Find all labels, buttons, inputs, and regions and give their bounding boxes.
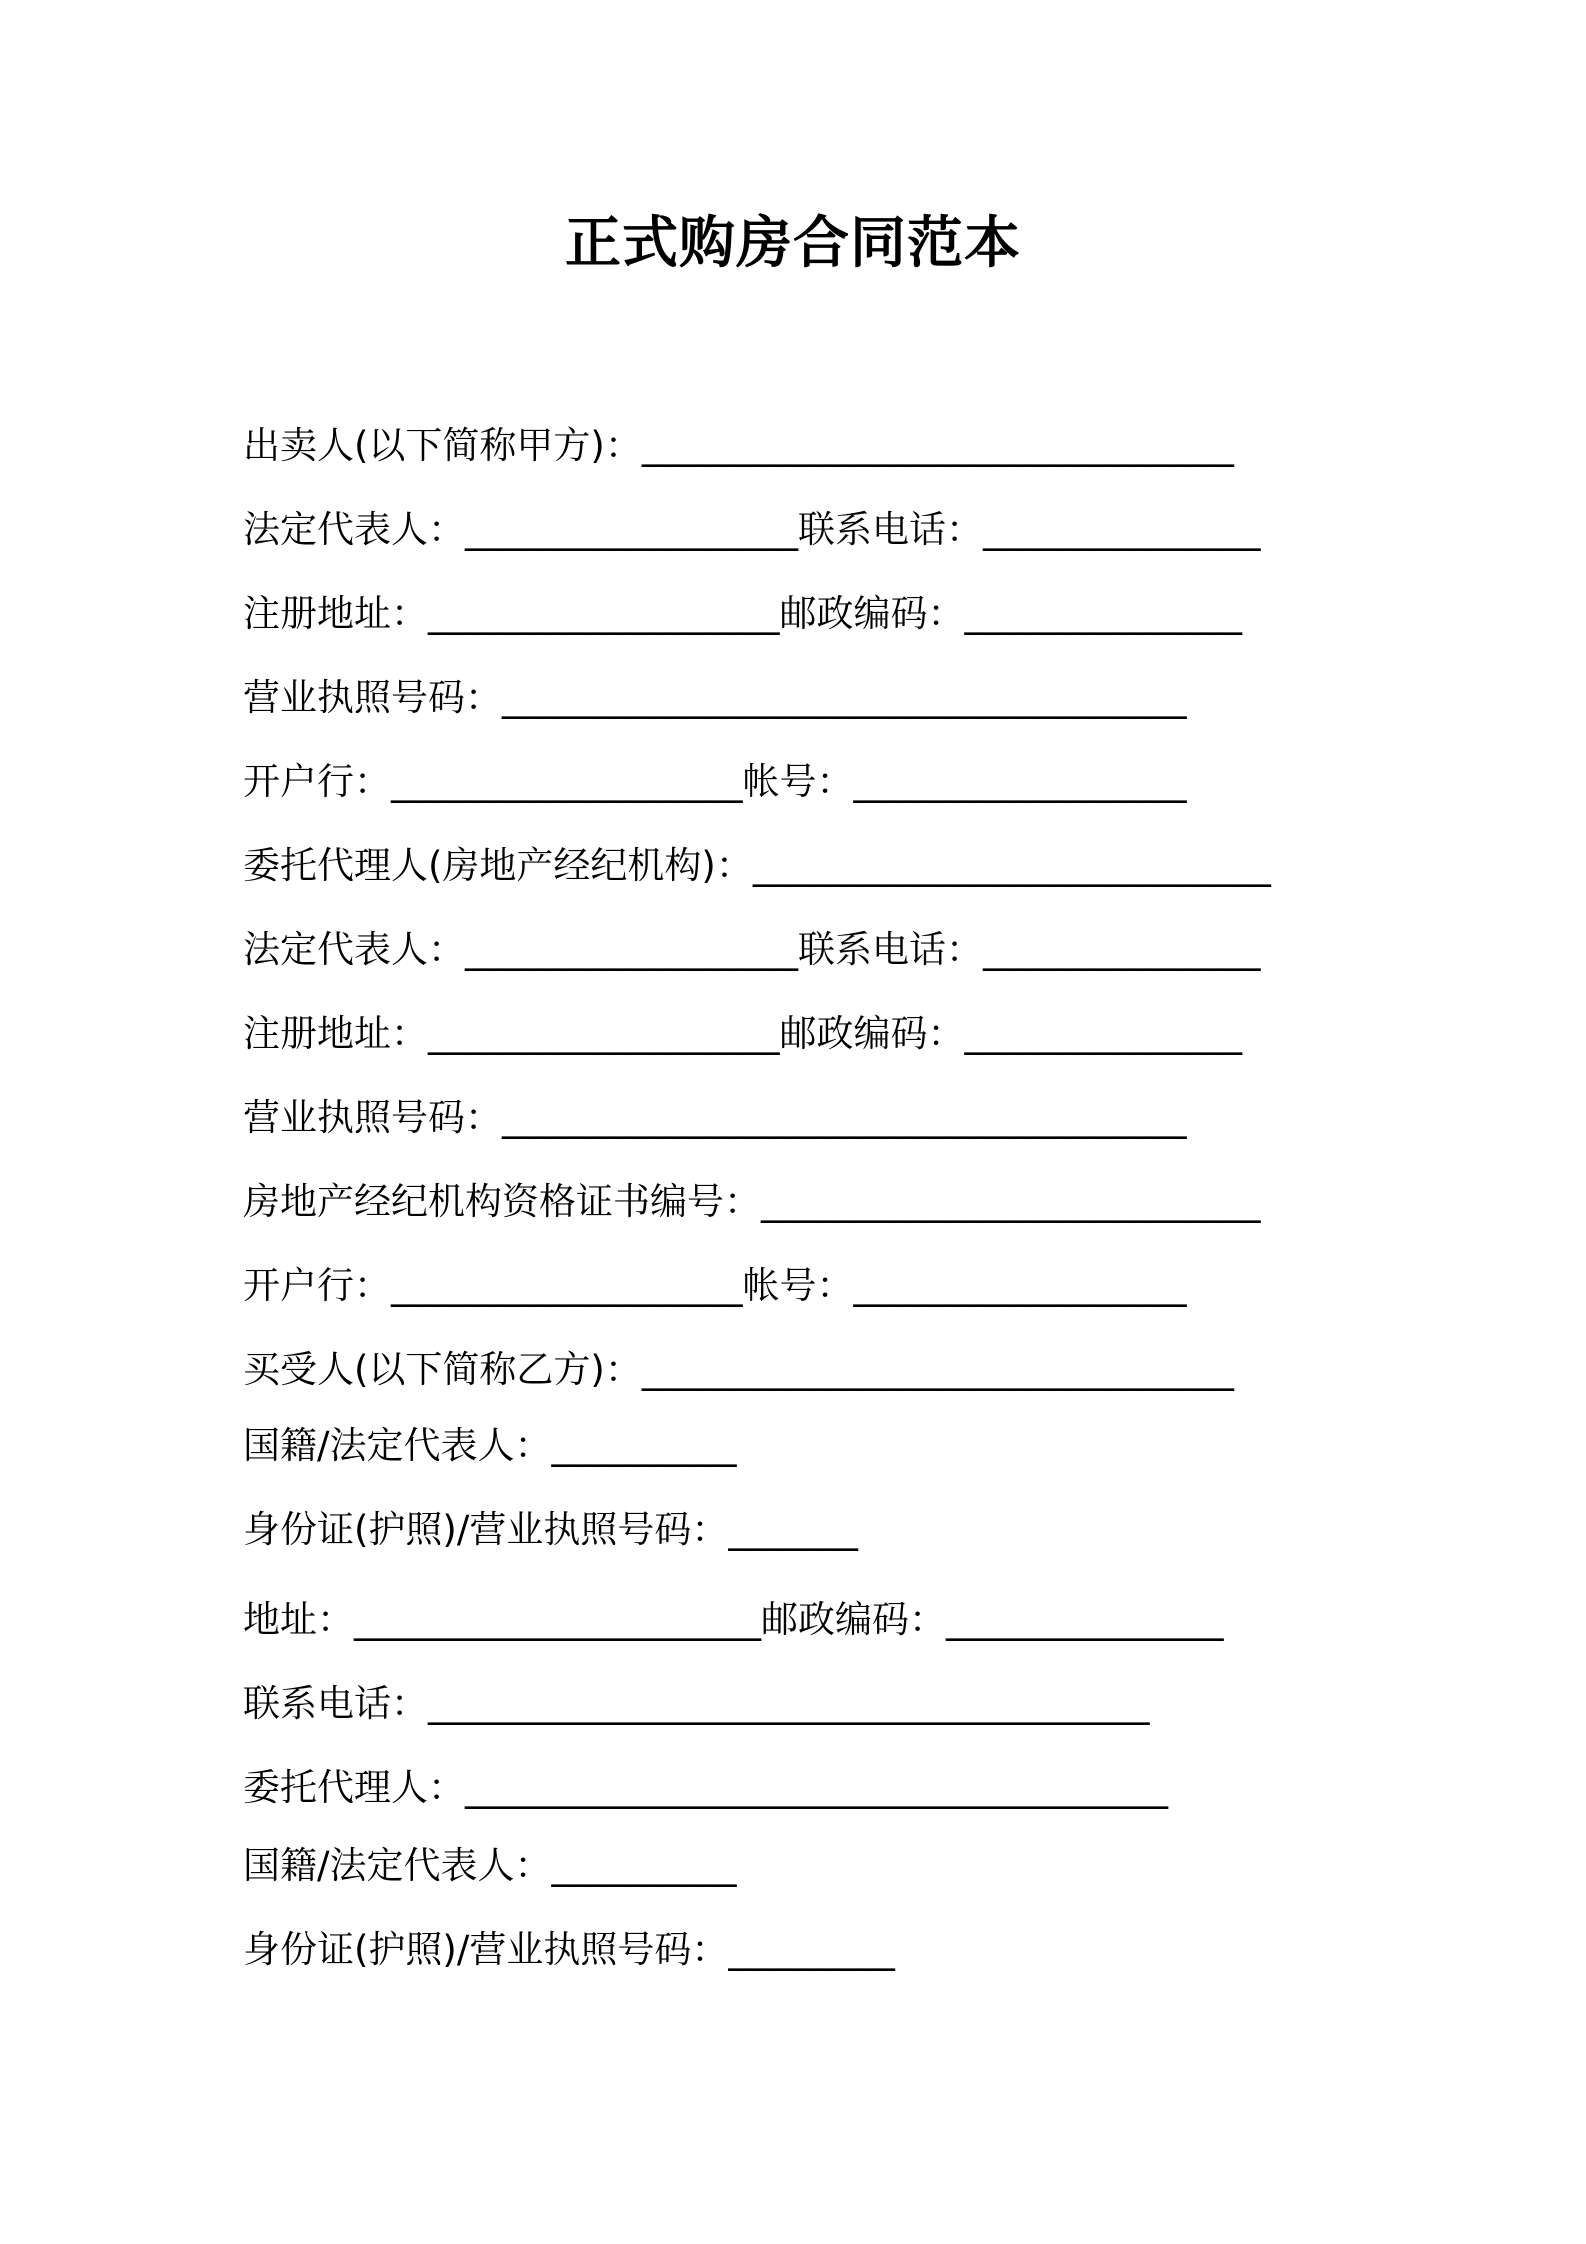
seller-address-line: 注册地址：___________________邮政编码：_______________ [243, 592, 1242, 635]
buyer-agent-nationality-line: 国籍/法定代表人：__________ [243, 1844, 737, 1887]
buyer-agent-line: 委托代理人：______________________________________ [243, 1766, 1168, 1809]
buyer-line: 买受人(以下简称乙方)：________________________________ [243, 1348, 1234, 1391]
seller-legal-rep-line: 法定代表人：__________________联系电话：_______________ [243, 508, 1261, 551]
agent-certificate-line: 房地产经纪机构资格证书编号：___________________________ [243, 1180, 1261, 1223]
agent-legal-rep-line: 法定代表人：__________________联系电话：_______________ [243, 928, 1261, 971]
buyer-address-line: 地址：______________________邮政编码：_______________ [243, 1598, 1224, 1641]
seller-license-line: 营业执照号码：_____________________________________ [243, 676, 1187, 719]
seller-line: 出卖人(以下简称甲方)：________________________________ [243, 424, 1234, 467]
buyer-phone-line: 联系电话：_______________________________________ [243, 1682, 1150, 1725]
document-title: 正式购房合同范本 [565, 211, 1021, 276]
buyer-id-line: 身份证(护照)/营业执照号码：_______ [243, 1508, 858, 1551]
agent-license-line: 营业执照号码：_____________________________________ [243, 1096, 1187, 1139]
agent-bank-line: 开户行：___________________帐号：__________________ [243, 1264, 1187, 1307]
buyer-agent-id-line: 身份证(护照)/营业执照号码：_________ [243, 1928, 895, 1971]
seller-bank-line: 开户行：___________________帐号：__________________ [243, 760, 1187, 803]
agent-line: 委托代理人(房地产经纪机构)：____________________________ [243, 844, 1271, 887]
buyer-nationality-line: 国籍/法定代表人：__________ [243, 1424, 737, 1467]
agent-address-line: 注册地址：___________________邮政编码：_______________ [243, 1012, 1242, 1055]
